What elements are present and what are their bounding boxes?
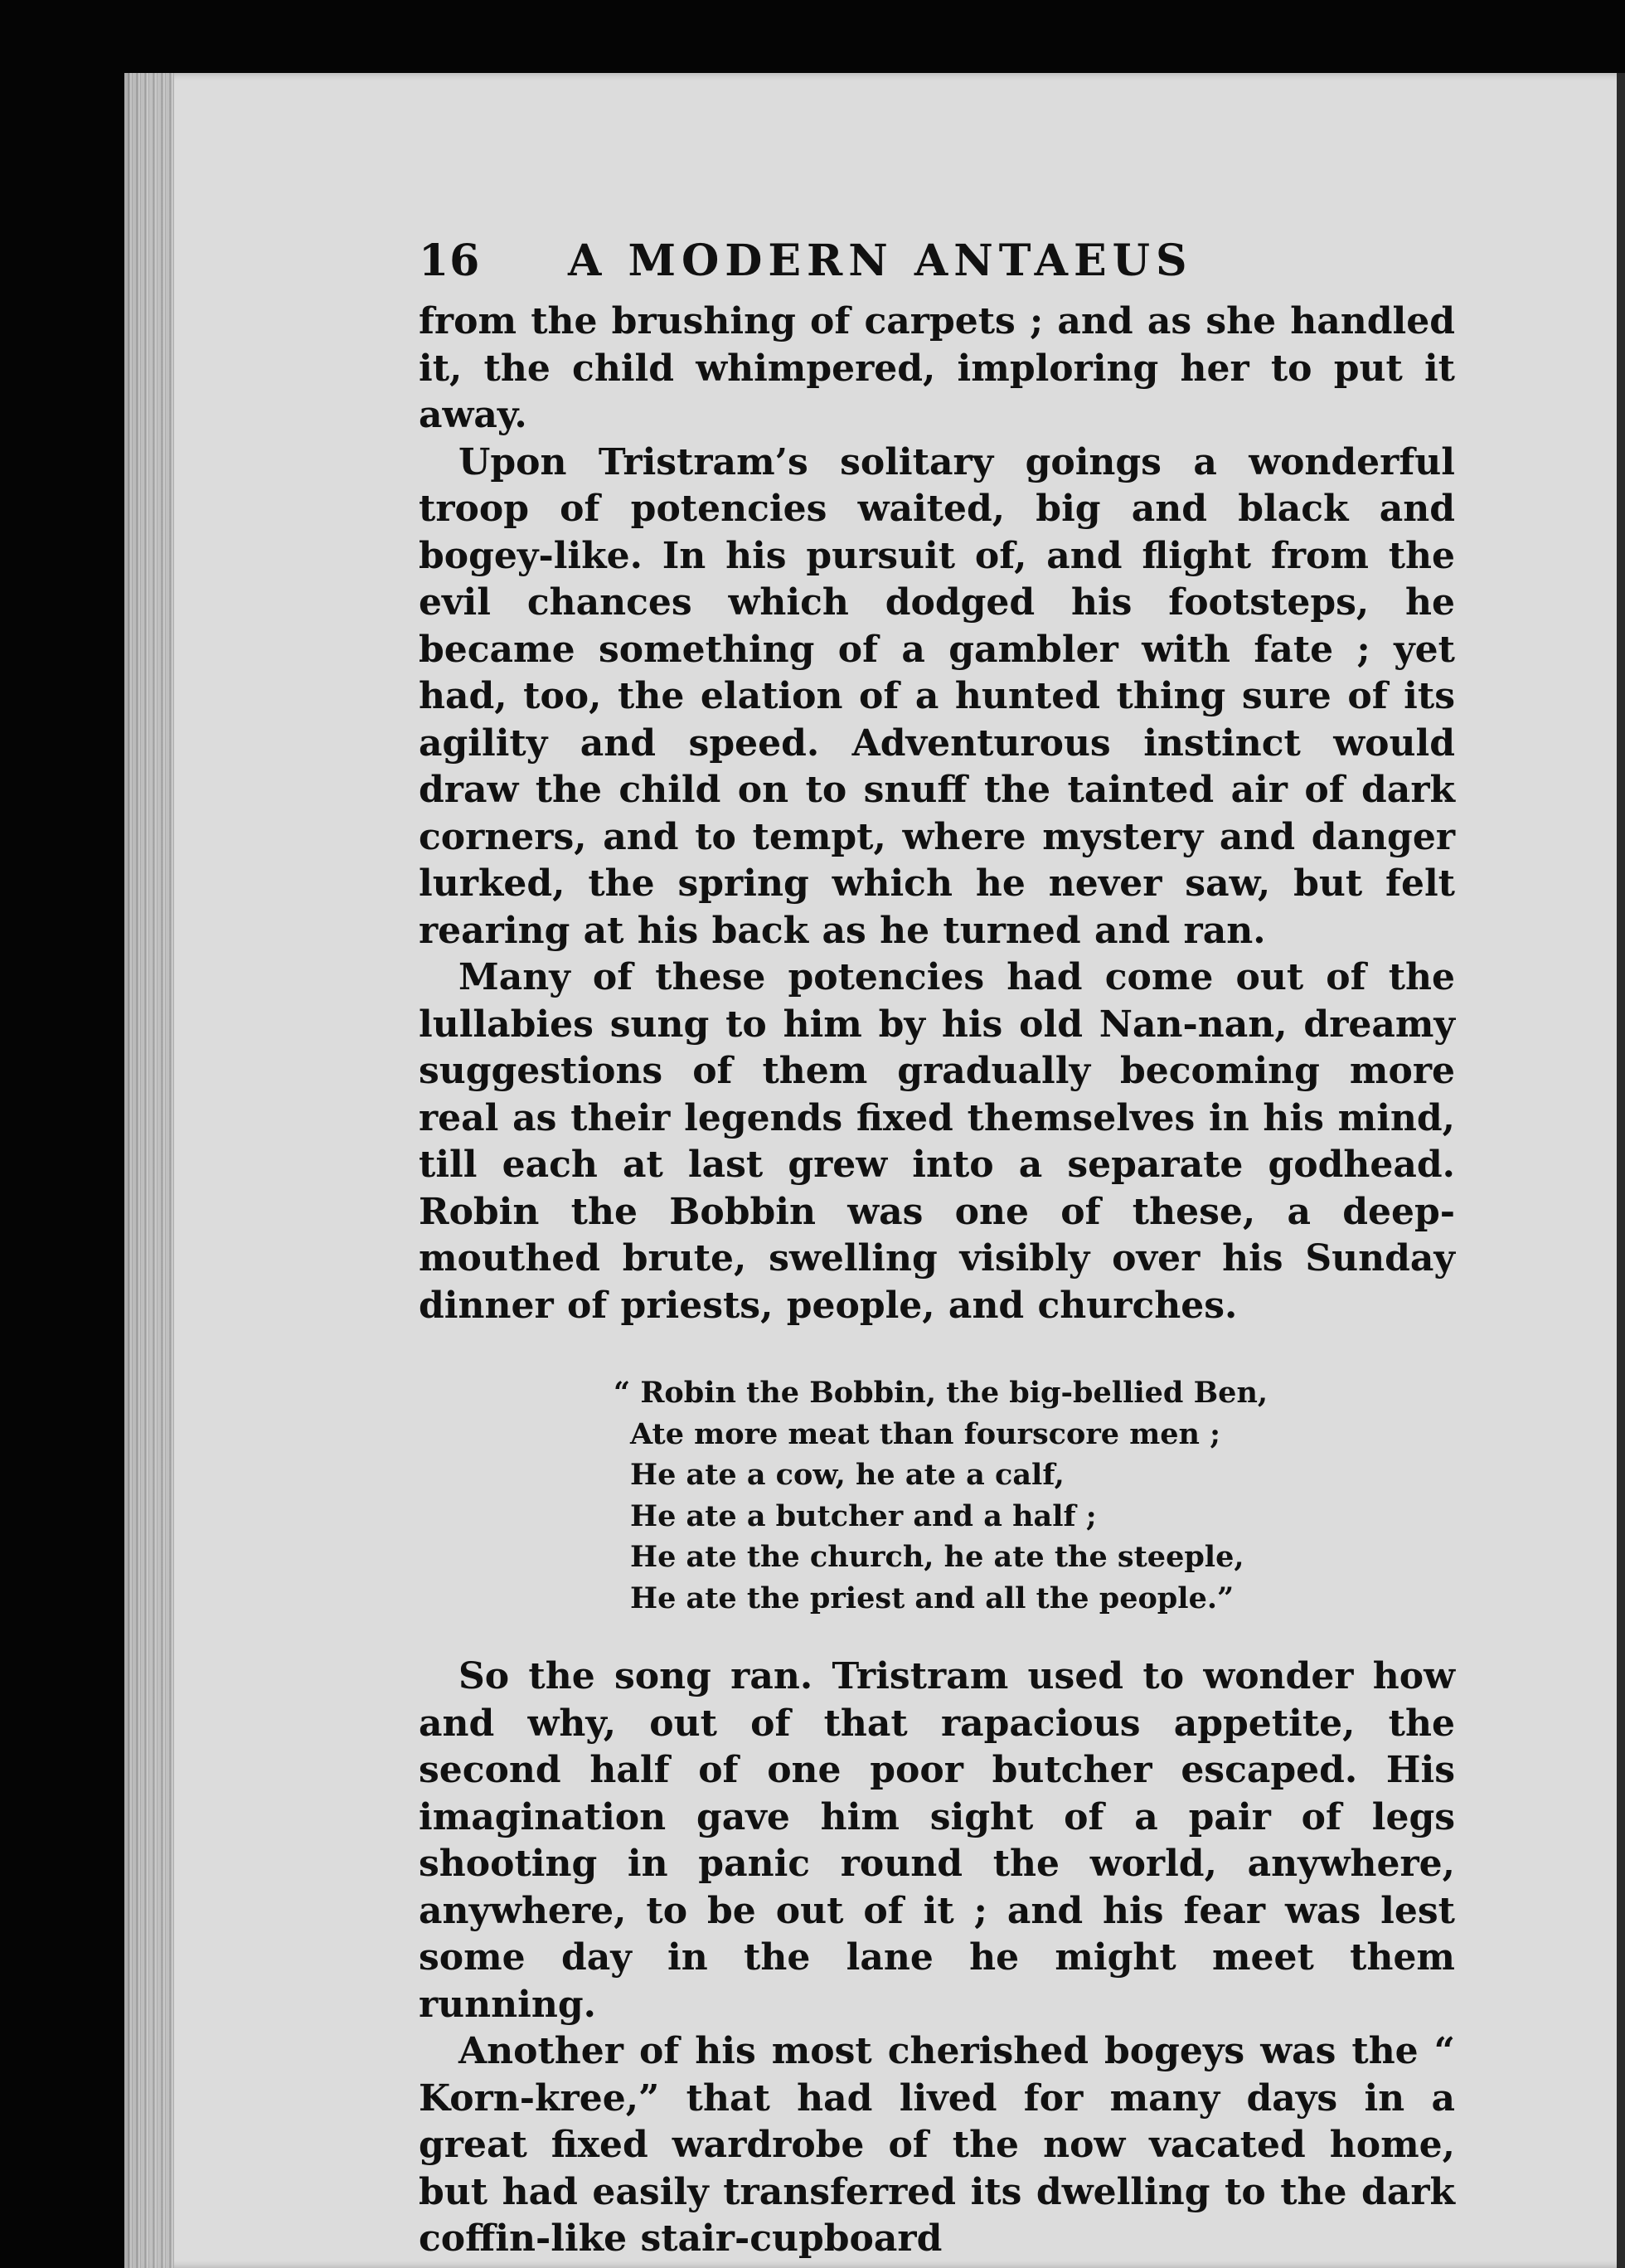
nursery-rhyme-verse <box>614 1372 1455 1619</box>
verse-line-4: He ate a butcher and a half ; <box>630 1498 1097 1533</box>
verse-line-6: He ate the priest and all the people.” <box>630 1581 1235 1615</box>
page-content <box>419 224 1455 2263</box>
page-right-edge <box>1617 73 1625 2268</box>
verse-line-2: Ate more meat than fourscore men ; <box>630 1416 1221 1451</box>
book-title: A MODERN ANTAEUS <box>568 236 1193 286</box>
paragraph-1: from the brushing of carpets ; and as she handled it, the child whimpered, imploring her to put it away. <box>419 300 1455 436</box>
page-number: 16 <box>419 236 481 286</box>
verse-line-3: He ate a cow, he ate a calf, <box>630 1458 1065 1492</box>
paragraph-2: Upon Tristram’s solitary goings a wonderful troop of potencies waited, big and black and bogey-like. In his pursuit of, and flight from the evil chances which dodged his footsteps, he became something of a gambler with fate ; yet had, too, the elation of a hunted thing sure of its agility and speed. Adventurous instinct would draw the child on to snuff the tainted air of dark corners, and to tempt, where mystery and danger lurked, the spring which he never saw, but felt rearing at his back as he turned and ran. <box>419 440 1455 952</box>
running-head <box>419 224 1455 299</box>
verse-line-5: He ate the church, he ate the steeple, <box>630 1540 1244 1574</box>
verse-line-1: “ Robin the Bobbin, the big-bellied Ben, <box>614 1376 1268 1410</box>
paragraph-5: Another of his most cherished bogeys was the “ Korn-kree,” that had lived for many days in a great fixed wardrobe of the now vacated home, but had easily transferred its dwelling to the dark coffin-like stair-cupboard <box>419 2030 1455 2260</box>
page-binding-edge <box>124 73 174 2268</box>
paragraph-4: So the song ran. Tristram used to wonder how and why, out of that rapacious appetite, the second half of one poor butcher escaped. His imagination gave him sight of a pair of legs shooting in panic round the world, anywhere, anywhere, to be out of it ; and his fear was lest some day in the lane he might meet them running. <box>419 1655 1455 2026</box>
paragraph-3: Many of these potencies had come out of the lullabies sung to him by his old Nan-nan, dreamy suggestions of them gradually becoming more real as their legends fixed themselves in his mind, till each at last grew into a separate godhead. Robin the Bobbin was one of these, a deep-mouthed brute, swelling visibly over his Sunday dinner of priests, people, and churches. <box>419 956 1455 1327</box>
